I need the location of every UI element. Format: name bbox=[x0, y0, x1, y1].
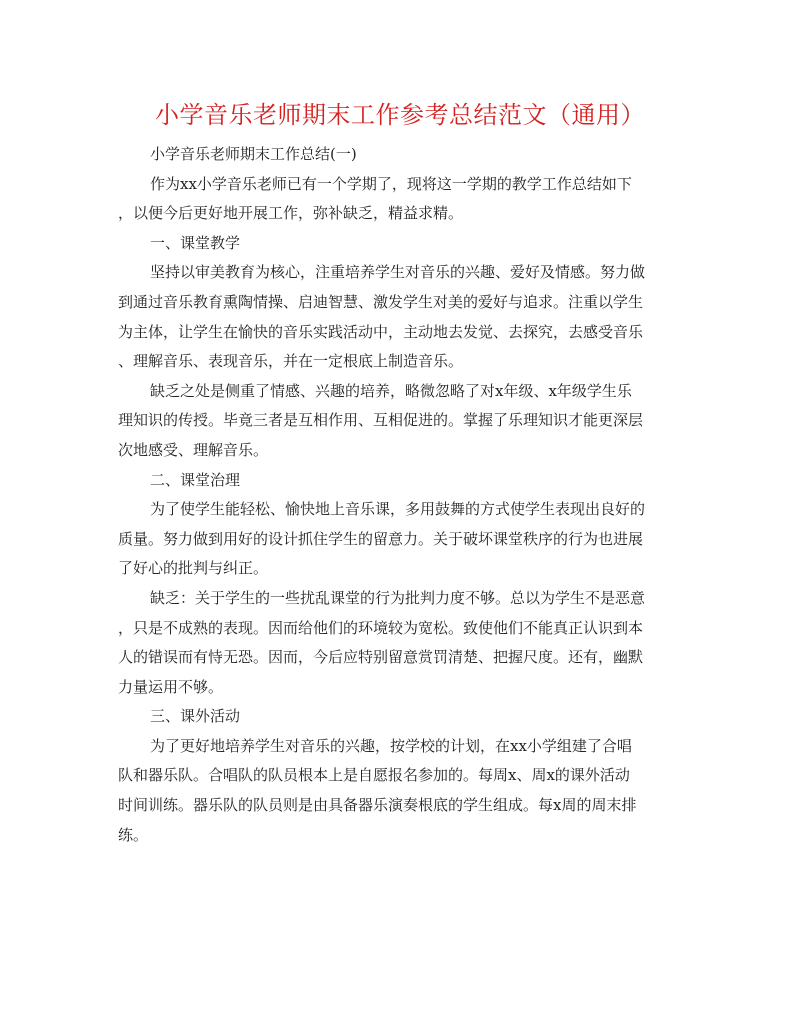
subtitle bbox=[118, 140, 684, 170]
paragraph-line: 时间训练。器乐队的队员则是由具备器乐演奏根底的学生组成。每x周的周末排 bbox=[118, 796, 637, 815]
paragraph-line: 到通过音乐教育熏陶情操、启迪智慧、激发学生对美的爱好与追求。注重以学生 bbox=[118, 292, 644, 311]
paragraph-line: 一、课堂教学 bbox=[150, 233, 241, 252]
paragraph-line: 质量。努力做到用好的设计抓住学生的留意力。关于破坏课堂秩序的行为也进展 bbox=[118, 529, 644, 548]
paragraph bbox=[118, 732, 684, 850]
paragraph-line: 为了使学生能轻松、愉快地上音乐课，多用鼓舞的方式使学生表现出良好的 bbox=[150, 500, 646, 519]
paragraph-line: 三、课外活动 bbox=[150, 707, 241, 726]
paragraph bbox=[118, 702, 684, 732]
document-body bbox=[118, 140, 684, 850]
paragraph-line: 缺乏之处是侧重了情感、兴趣的培养，略微忽略了对x年级、x年级学生乐 bbox=[150, 381, 632, 400]
paragraph-line: 力量运用不够。 bbox=[118, 677, 224, 696]
paragraph-line: 、理解音乐、表现音乐，并在一定根底上制造音乐。 bbox=[118, 352, 464, 371]
paragraph-line: 练。 bbox=[118, 825, 149, 844]
paragraph-line: 为了更好地培养学生对音乐的兴趣，按学校的计划，在xx小学组建了合唱 bbox=[150, 736, 632, 755]
paragraph-line: 坚持以审美教育为核心，注重培养学生对音乐的兴趣、爱好及情感。努力做 bbox=[150, 263, 646, 282]
paragraph bbox=[118, 466, 684, 496]
paragraph-line: 作为xx小学音乐老师已有一个学期了，现将这一学期的教学工作总结如下 bbox=[150, 174, 632, 193]
paragraph bbox=[118, 170, 684, 229]
paragraph bbox=[118, 258, 684, 376]
paragraph-line: 为主体，让学生在愉快的音乐实践活动中，主动地去发觉、去探究，去感受音乐 bbox=[118, 322, 644, 341]
paragraph-line: 人的错误而有恃无恐。因而，今后应特别留意赏罚清楚、把握尺度。还有，幽默 bbox=[118, 648, 644, 667]
paragraph-line: 缺乏：关于学生的一些扰乱课堂的行为批判力度不够。总以为学生不是恶意 bbox=[150, 588, 646, 607]
paragraph-list bbox=[118, 170, 684, 851]
paragraph bbox=[118, 584, 684, 702]
document-title: 小学音乐老师期末工作参考总结范文（通用） bbox=[155, 101, 645, 129]
paragraph-line: 二、课堂治理 bbox=[150, 470, 241, 489]
paragraph bbox=[118, 377, 684, 466]
paragraph bbox=[118, 229, 684, 259]
paragraph-line: 次地感受、理解音乐。 bbox=[118, 440, 269, 459]
paragraph-line: 理知识的传授。毕竟三者是互相作用、互相促进的。掌握了乐理知识才能更深层 bbox=[118, 411, 644, 430]
paragraph bbox=[118, 495, 684, 584]
paragraph-line: 了好心的批判与纠正。 bbox=[118, 559, 269, 578]
paragraph-line: 队和器乐队。合唱队的队员根本上是自愿报名参加的。每周x、周x的课外活动 bbox=[118, 766, 630, 785]
paragraph-line: ，只是不成熟的表现。因而给他们的环境较为宽松。致使他们不能真正认识到本 bbox=[118, 618, 644, 637]
paragraph-line: ，以便今后更好地开展工作，弥补缺乏，精益求精。 bbox=[118, 204, 464, 223]
subtitle-text: 小学音乐老师期末工作总结(一) bbox=[150, 145, 357, 163]
